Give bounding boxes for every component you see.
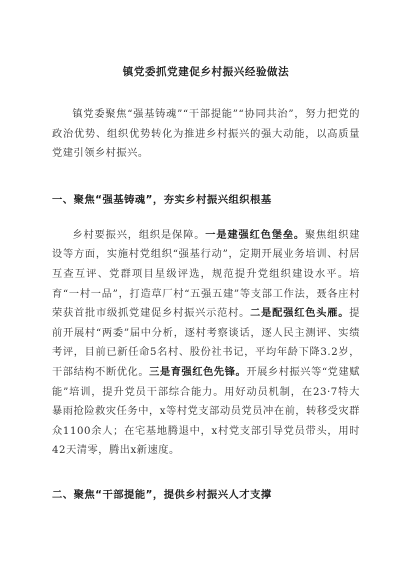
section-1-text-2: 聚焦组织建设等方面，实施村党组织“强基行动”，定期开展业务培训、村居互查互评、党群项目星级评选，规范提升党组织建设水平。培育“一村一品”，打造草厂村“五强五建”等支部工作法，聂各庄村荣获首批市级抓党建促乡村振兴示范村。 <box>52 229 361 320</box>
section-1-text-3: 提前开展村“两委”届中分析，逐村考察谈话，逐人民主测评、实绩考评，目前已新任命5名村、股份社书记，平均年龄下降3.2岁，干部结构不断优化。 <box>52 308 361 378</box>
section-1-text-1: 乡村要振兴，组织是保障。 <box>72 229 206 241</box>
section-1-text-4: 开展乡村振兴等“党建赋能”培训，提升党员干部综合能力。用好动员机制，在23·7特大暴雨抢险救灾任务中，x等村党支部动员党员冲在前，转移受灾群众1100余人；在宅基地腾退中，x村党支部引导党员带头，用时42天清零，腾出x新速度。 <box>52 366 361 457</box>
section-1-heading: 一、聚焦“强基铸魂”，夯实乡村振兴组织根基 <box>52 193 272 206</box>
section-1-point-1: 一是建强红色堡垒。 <box>205 228 305 241</box>
section-1-point-2: 二是配强红色头雁。 <box>250 307 350 320</box>
document-title: 镇党委抓党建促乡村振兴经验做法 <box>122 66 290 78</box>
intro-paragraph: 镇党委聚焦“强基铸魂”“干部提能”“协同共治”，努力把党的政治优势、组织优势转化为推进乡村振兴的强大动能，以高质量党建引领乡村振兴。 <box>52 109 360 160</box>
section-1-paragraph <box>52 226 360 461</box>
section-1-point-3: 三是育强红色先锋。 <box>149 365 247 378</box>
section-2-heading: 二、聚焦“干部提能”，提供乡村振兴人才支撑 <box>52 488 272 501</box>
